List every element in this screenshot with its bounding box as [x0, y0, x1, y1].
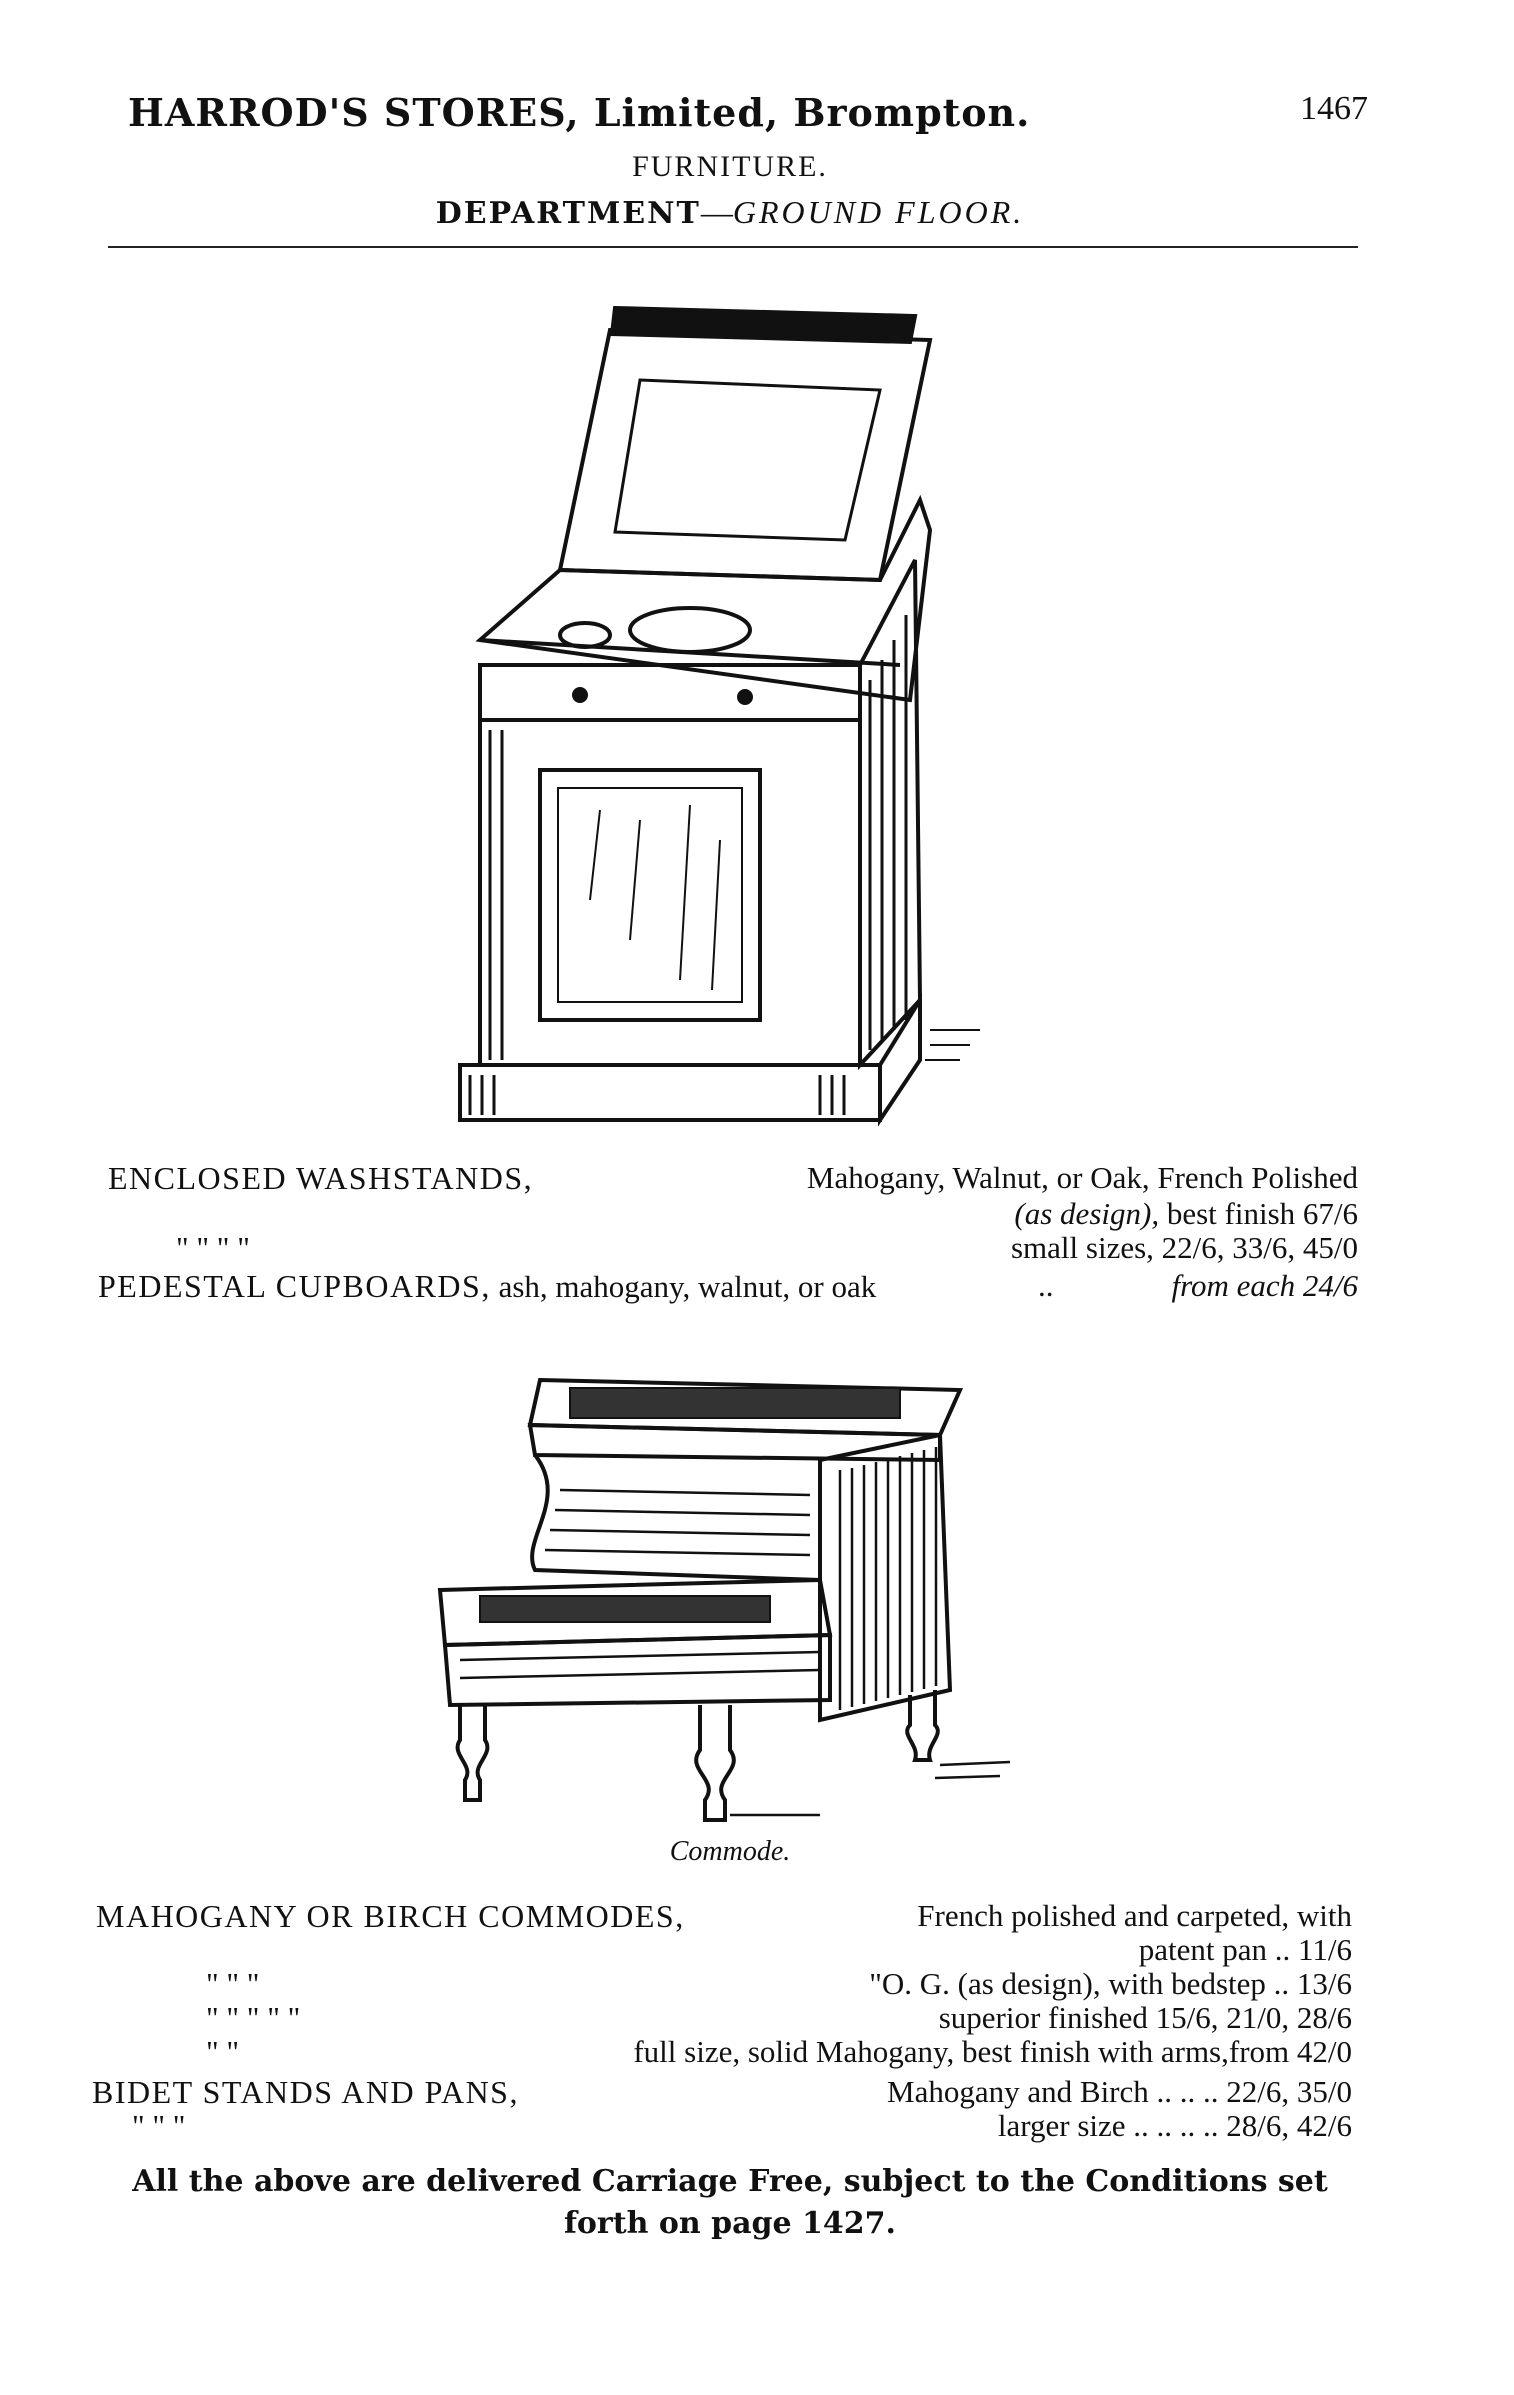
commodes-full-size: full size, solid Mahogany, best finish with arms,from 42/0 [633, 2034, 1352, 2069]
washstands-best-price: best finish 67/6 [1166, 1196, 1358, 1231]
cupboards-title: PEDESTAL CUPBOARDS, [98, 1268, 491, 1304]
header-rule [108, 246, 1358, 248]
store-title: HARROD'S STORES, Limited, Brompton. [128, 90, 1031, 135]
cupboards-dots: .. [1038, 1268, 1054, 1303]
bidets-title: BIDET STANDS AND PANS, [92, 2074, 519, 2110]
washstands-line-2 [108, 1196, 1358, 1232]
commodes-line-1 [96, 1898, 1352, 1935]
cupboards-price: from each 24/6 [1171, 1268, 1358, 1303]
washstands-description: Mahogany, Walnut, or Oak, French Polished [806, 1160, 1358, 1195]
footer-line-2: forth on page 1427. [564, 2206, 896, 2241]
ditto-marks: " " " " [176, 1230, 250, 1265]
washstands-small-sizes: small sizes, 22/6, 33/6, 45/0 [1010, 1230, 1358, 1265]
commode-caption: Commode. [669, 1836, 791, 1867]
washstand-illustration [440, 300, 1000, 1140]
commodes-description: French polished and carpeted, with [917, 1898, 1352, 1933]
as-design-note: (as design), [1014, 1196, 1160, 1231]
department-dash: — [700, 194, 733, 230]
department-label: DEPARTMENT [435, 196, 701, 231]
section-title: FURNITURE. [632, 150, 828, 183]
bidets-larger-size: larger size .. .. .. .. 28/6, 42/6 [997, 2108, 1352, 2143]
bidets-line-1 [92, 2074, 1352, 2111]
footer-line-1: All the above are delivered Carriage Free, subject to the Conditions set [132, 2164, 1328, 2199]
ditto-marks: " " " " " [206, 2000, 301, 2035]
ditto-marks: " " " [132, 2108, 186, 2143]
page-header [128, 88, 1368, 148]
commodes-superior: superior finished 15/6, 21/0, 28/6 [938, 2000, 1352, 2035]
department-line [0, 194, 1460, 231]
washstands-line-1 [108, 1160, 1358, 1197]
commodes-title: MAHOGANY OR BIRCH COMMODES, [96, 1898, 685, 1934]
cupboards-description: ash, mahogany, walnut, or oak [498, 1269, 877, 1304]
page-number: 1467 [1300, 90, 1368, 127]
floor-label: GROUND FLOOR. [732, 194, 1025, 230]
ditto-marks: " " [206, 2034, 240, 2069]
bidets-description: Mahogany and Birch .. .. .. 22/6, 35/0 [887, 2074, 1352, 2109]
washstands-title: ENCLOSED WASHSTANDS, [108, 1160, 534, 1196]
commodes-og-design: "O. G. (as design), with bedstep .. 13/6 [869, 1966, 1352, 2001]
commodes-line-2: patent pan .. 11/6 [1138, 1932, 1352, 1967]
commode-illustration [420, 1360, 1040, 1830]
cupboards-line [98, 1268, 1358, 1305]
ditto-marks: " " " [206, 1966, 260, 2001]
